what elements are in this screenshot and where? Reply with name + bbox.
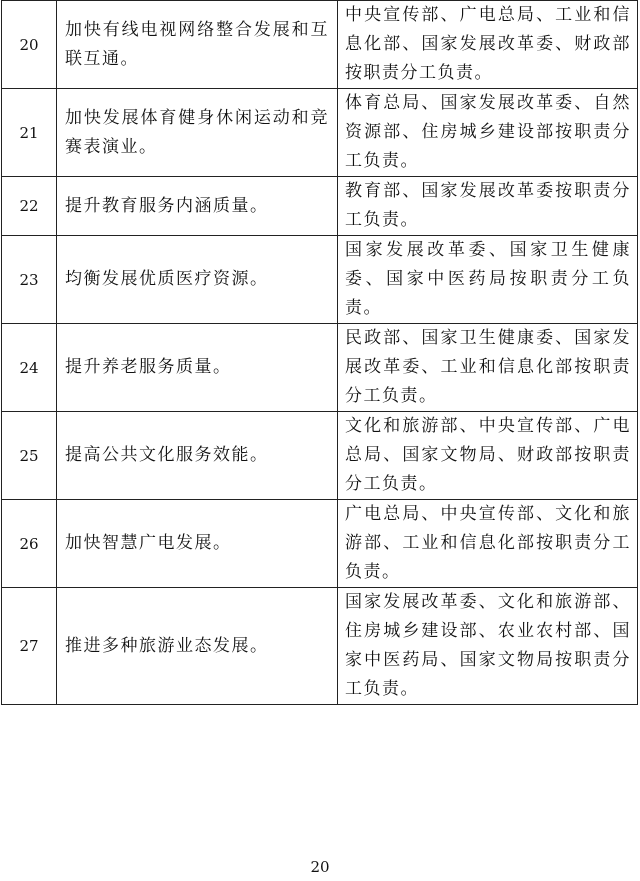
task-description: 提升养老服务质量。 bbox=[57, 324, 338, 412]
row-number: 26 bbox=[2, 500, 57, 588]
responsible-departments: 国家发展改革委、文化和旅游部、住房城乡建设部、农业农村部、国家中医药局、国家文物局按职责分工负责。 bbox=[338, 588, 638, 705]
row-number: 23 bbox=[2, 236, 57, 324]
task-description: 均衡发展优质医疗资源。 bbox=[57, 236, 338, 324]
table-row bbox=[2, 412, 638, 500]
table-row bbox=[2, 500, 638, 588]
table-row bbox=[2, 177, 638, 236]
row-number: 21 bbox=[2, 89, 57, 177]
row-number: 25 bbox=[2, 412, 57, 500]
task-table bbox=[1, 0, 638, 705]
task-description: 加快有线电视网络整合发展和互联互通。 bbox=[57, 1, 338, 89]
responsible-departments: 中央宣传部、广电总局、工业和信息化部、国家发展改革委、财政部按职责分工负责。 bbox=[338, 1, 638, 89]
table-row bbox=[2, 236, 638, 324]
responsible-departments: 国家发展改革委、国家卫生健康委、国家中医药局按职责分工负责。 bbox=[338, 236, 638, 324]
table-row bbox=[2, 588, 638, 705]
task-description: 加快发展体育健身休闲运动和竞赛表演业。 bbox=[57, 89, 338, 177]
task-description: 提升教育服务内涵质量。 bbox=[57, 177, 338, 236]
table-row bbox=[2, 324, 638, 412]
responsible-departments: 民政部、国家卫生健康委、国家发展改革委、工业和信息化部按职责分工负责。 bbox=[338, 324, 638, 412]
row-number: 24 bbox=[2, 324, 57, 412]
responsible-departments: 广电总局、中央宣传部、文化和旅游部、工业和信息化部按职责分工负责。 bbox=[338, 500, 638, 588]
responsible-departments: 教育部、国家发展改革委按职责分工负责。 bbox=[338, 177, 638, 236]
task-description: 提高公共文化服务效能。 bbox=[57, 412, 338, 500]
row-number: 27 bbox=[2, 588, 57, 705]
row-number: 22 bbox=[2, 177, 57, 236]
task-description: 推进多种旅游业态发展。 bbox=[57, 588, 338, 705]
row-number: 20 bbox=[2, 1, 57, 89]
responsible-departments: 文化和旅游部、中央宣传部、广电总局、国家文物局、财政部按职责分工负责。 bbox=[338, 412, 638, 500]
page-number: 20 bbox=[310, 858, 330, 876]
task-description: 加快智慧广电发展。 bbox=[57, 500, 338, 588]
responsible-departments: 体育总局、国家发展改革委、自然资源部、住房城乡建设部按职责分工负责。 bbox=[338, 89, 638, 177]
table-row bbox=[2, 1, 638, 89]
table-row bbox=[2, 89, 638, 177]
